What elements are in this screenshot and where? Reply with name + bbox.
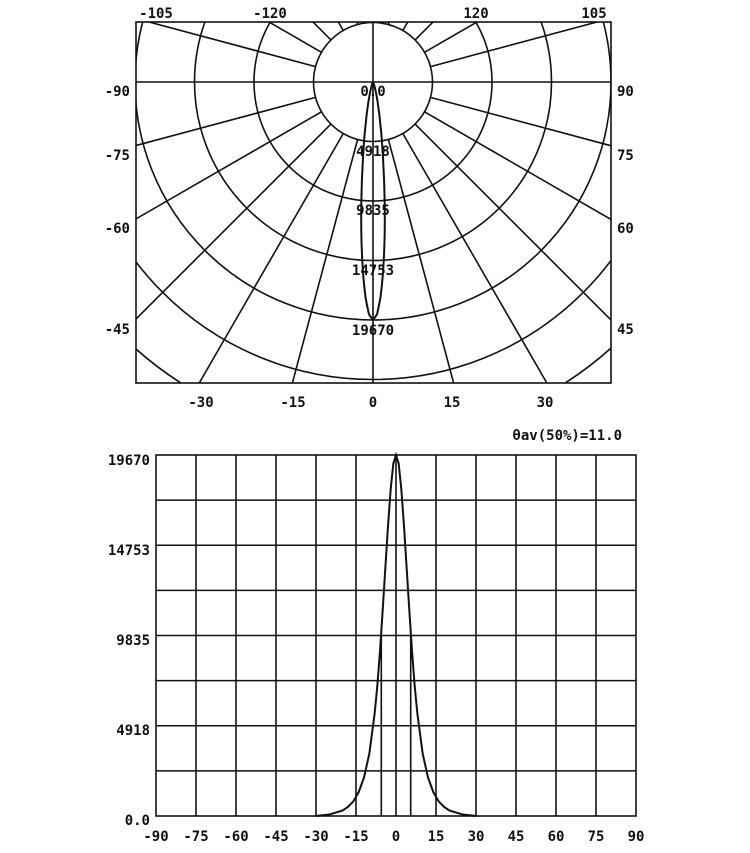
polar-bottom-label-minus30: -30: [188, 395, 214, 411]
x-tick--60: -60: [223, 829, 249, 845]
polar-radial-label-4918: 4918: [356, 144, 390, 160]
polar-top-label-minus105: -105: [139, 6, 173, 22]
x-tick--15: -15: [343, 829, 369, 845]
x-tick-45: 45: [507, 829, 525, 845]
x-tick-60: 60: [547, 829, 565, 845]
y-tick-9835: 9835: [116, 633, 150, 649]
polar-radial-label-0: 0.0: [360, 84, 386, 100]
polar-left-label-minus75: -75: [104, 148, 130, 164]
polar-top-label-105: 105: [581, 6, 607, 22]
x-tick--75: -75: [183, 829, 209, 845]
polar-spoke-75: [431, 97, 750, 315]
beam-angle-annotation: θav(50%)=11.0: [512, 428, 622, 444]
polar-radial-label-9835: 9835: [356, 203, 390, 219]
x-tick--30: -30: [303, 829, 329, 845]
polar-right-label-90: 90: [617, 84, 634, 100]
polar-top-label-minus120: -120: [253, 6, 287, 22]
polar-spoke-45: [415, 124, 750, 718]
polar-radial-label-14753: 14753: [351, 263, 395, 279]
x-tick--45: -45: [263, 829, 289, 845]
polar-spoke-165: [388, 0, 606, 25]
x-tick-labels: [143, 829, 644, 845]
y-tick-4918: 4918: [116, 723, 150, 739]
polar-bottom-label-minus15: -15: [280, 395, 306, 411]
x-tick-90: 90: [627, 829, 645, 845]
polar-right-label-75: 75: [617, 148, 634, 164]
polar-spoke-150: [403, 0, 750, 31]
polar-spoke--60: [0, 112, 322, 532]
x-tick-30: 30: [467, 829, 485, 845]
polar-bottom-label-0: 0: [368, 395, 378, 411]
polar-spoke-60: [425, 112, 750, 532]
x-tick--90: -90: [143, 829, 169, 845]
x-tick-75: 75: [587, 829, 605, 845]
polar-left-label-minus90: -90: [104, 84, 130, 100]
polar-spoke--45: [0, 124, 331, 718]
y-tick-0: 0.0: [124, 813, 150, 829]
x-tick-15: 15: [427, 829, 445, 845]
x-tick-0: 0: [391, 829, 401, 845]
polar-bottom-label-30: 30: [536, 395, 554, 411]
polar-bottom-label-15: 15: [443, 395, 461, 411]
polar-right-label-60: 60: [617, 221, 634, 237]
polar-radial-label-19670: 19670: [351, 323, 395, 339]
polar-right-label-45: 45: [617, 322, 634, 338]
polar-left-label-minus60: -60: [104, 221, 130, 237]
linear-chart: [108, 428, 645, 845]
y-tick-14753: 14753: [107, 543, 150, 559]
y-tick-19670: 19670: [107, 453, 150, 469]
polar-spoke--15: [140, 140, 358, 853]
linear-grid: [156, 455, 636, 816]
polar-left-label-minus45: -45: [104, 322, 130, 338]
polar-top-label-120: 120: [463, 6, 489, 22]
